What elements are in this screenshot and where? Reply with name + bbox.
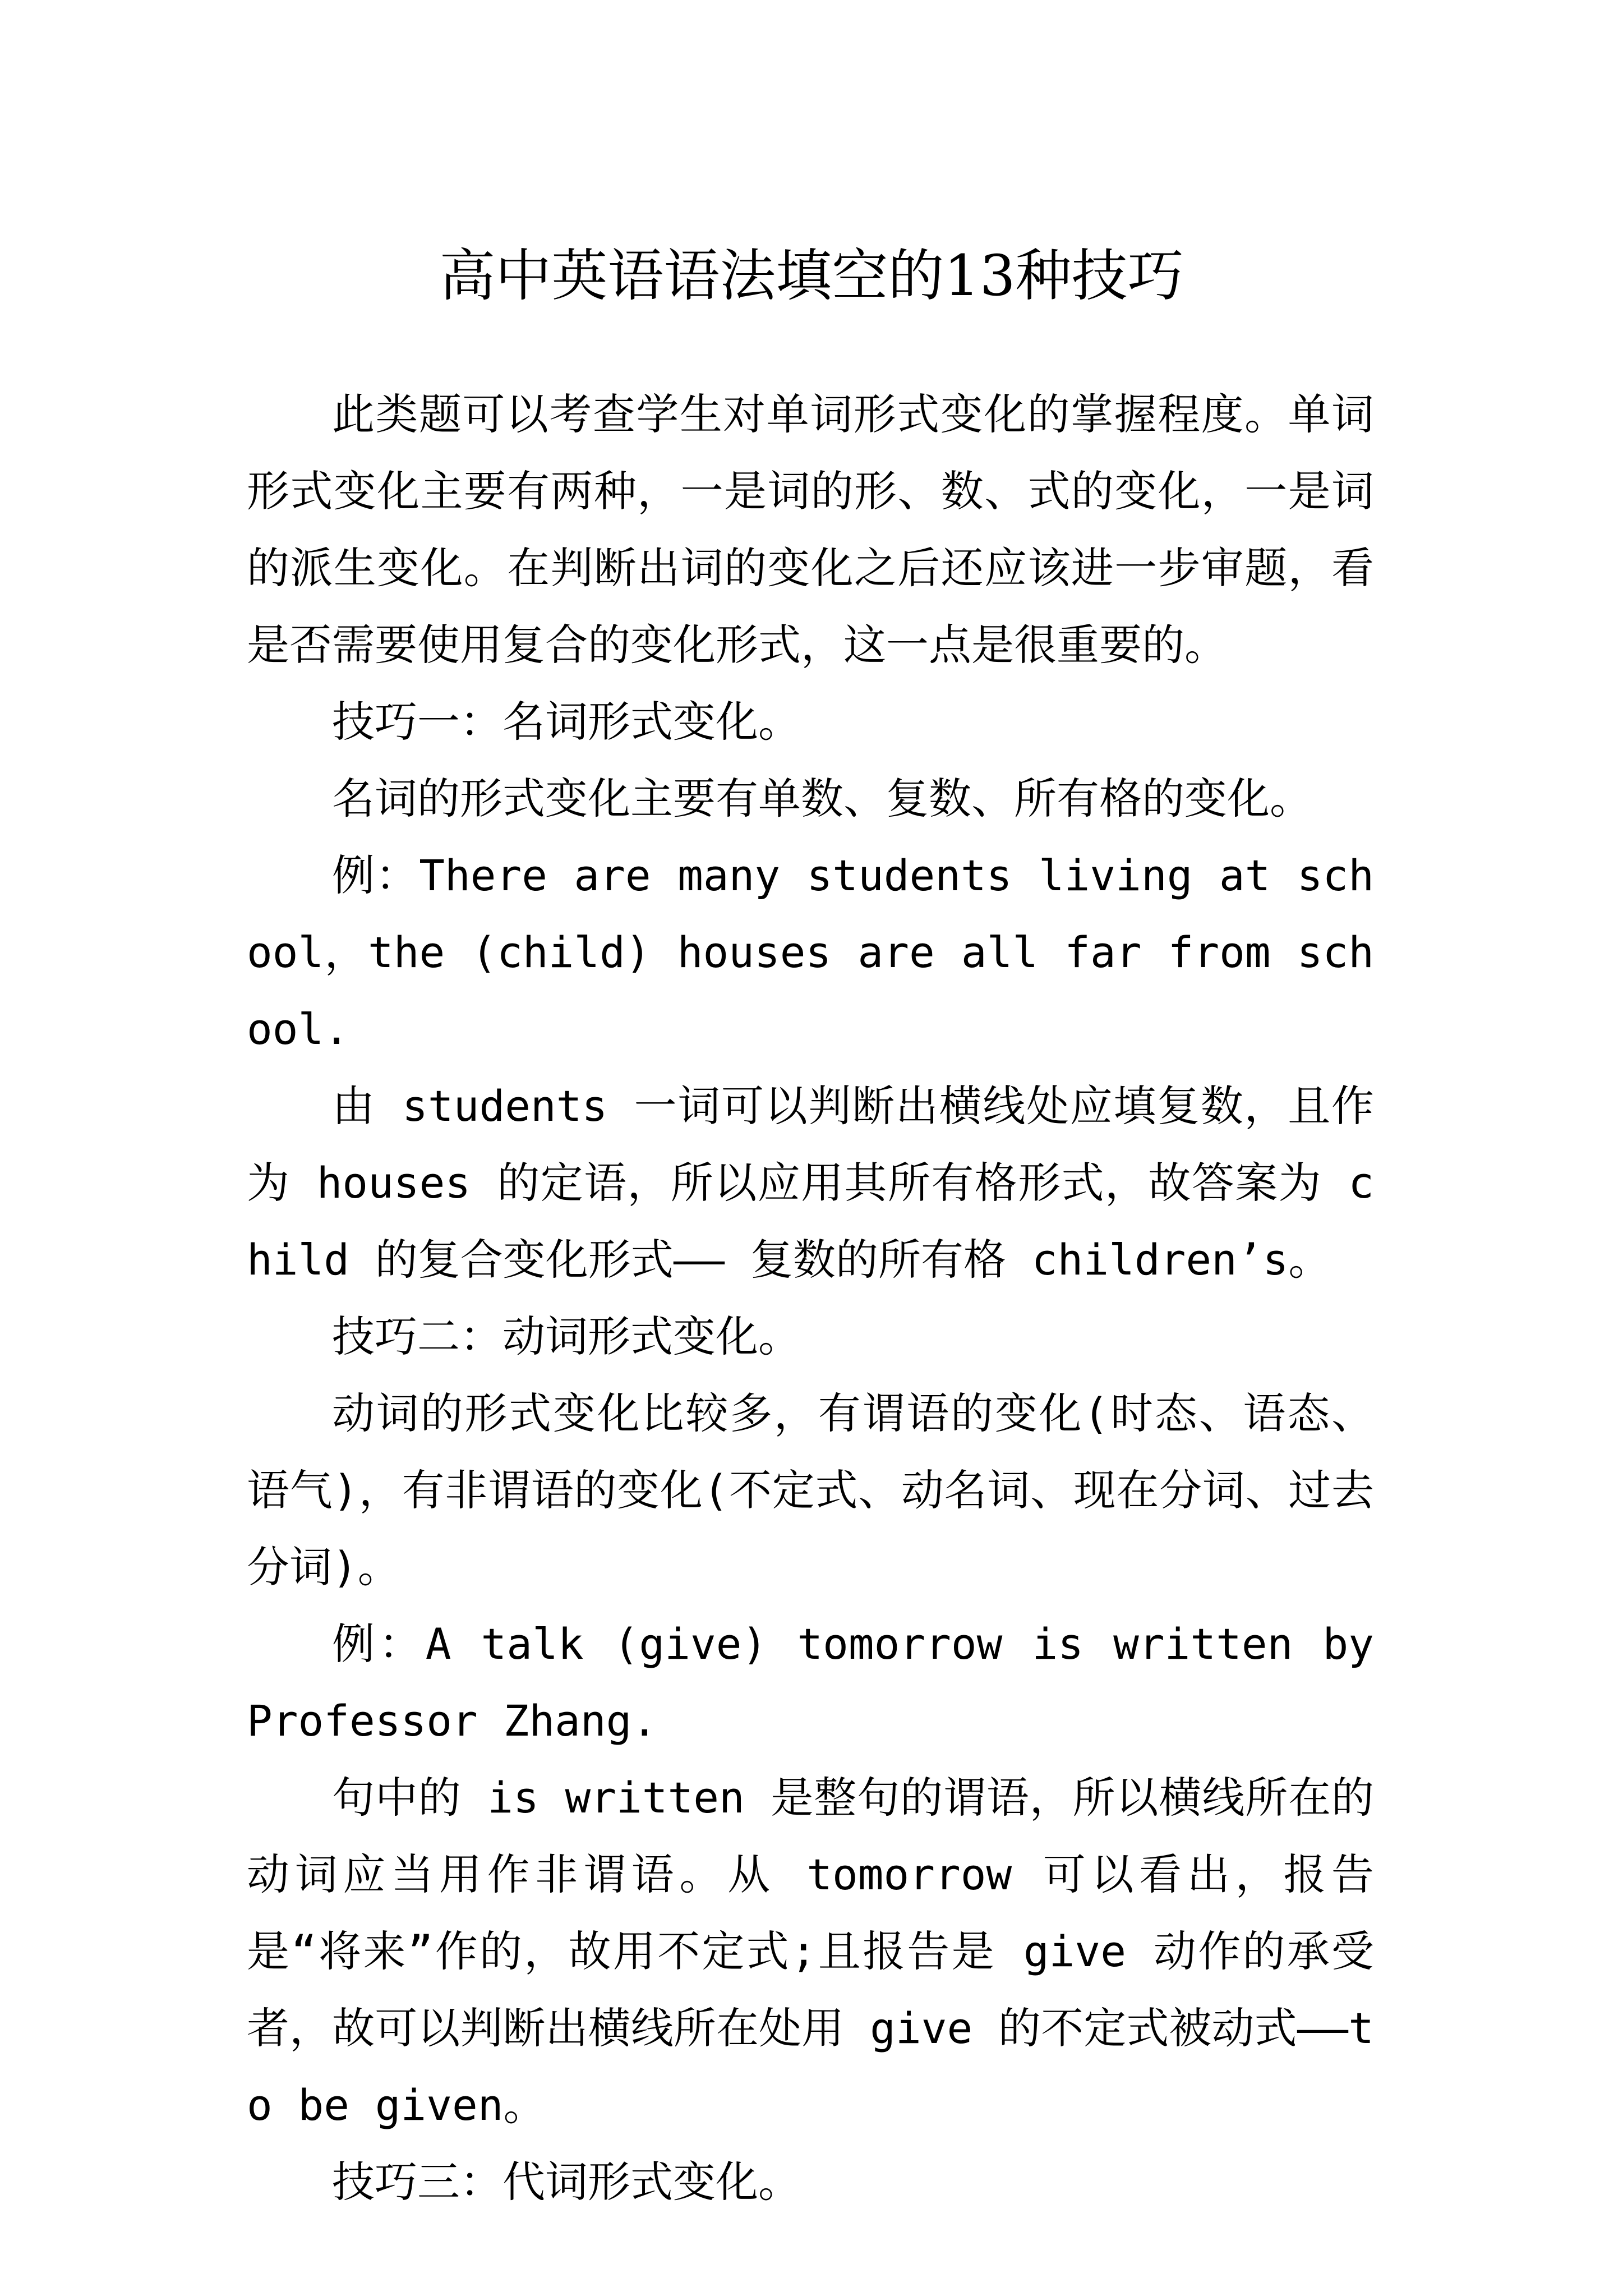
tip-2-heading: 技巧二：动词形式变化。 xyxy=(332,1312,801,1361)
page-title: 高中英语语法填空的13种技巧 xyxy=(439,243,1184,309)
tip-1-heading: 技巧一：名词形式变化。 xyxy=(332,697,801,747)
tip-1-description: 名词的形式变化主要有单数、复数、所有格的变化。 xyxy=(332,774,1312,823)
tip-2-description: 动词的形式变化比较多，有谓语的变化(时态、语态、语气)，有非谓语的变化(不定式、动名词、现在分词、过去分词)。 xyxy=(247,1388,1374,1592)
tip-1-explanation: 由 students 一词可以判断出横线处应填复数，且作为 houses 的定语，所以应用其所有格形式，故答案为 child 的复合变化形式—— 复数的所有格 children’s。 xyxy=(247,1081,1374,1285)
tip-2-explanation: 句中的 is written 是整句的谓语，所以横线所在的动词应当用作非谓语。从 tomorrow 可以看出，报告是“将来”作的，故用不定式;且报告是 give 动作的承受者，故可以判断出横线所在处用 give 的不定式被动式——to be given。 xyxy=(247,1773,1374,2130)
tip-2-example: 例：A talk (give) tomorrow is written by Professor Zhang. xyxy=(247,1619,1374,1746)
tip-1-example: 例：There are many students living at school，the (child) houses are all far from school. xyxy=(247,850,1374,1054)
intro-paragraph: 此类题可以考查学生对单词形式变化的掌握程度。单词形式变化主要有两种，一是词的形、数、式的变化，一是词的派生变化。在判断出词的变化之后还应该进一步审题，看是否需要使用复合的变化形式，这一点是很重要的。 xyxy=(247,389,1374,670)
document-body xyxy=(247,376,1374,2220)
tip-3-heading: 技巧三：代词形式变化。 xyxy=(332,2157,801,2207)
